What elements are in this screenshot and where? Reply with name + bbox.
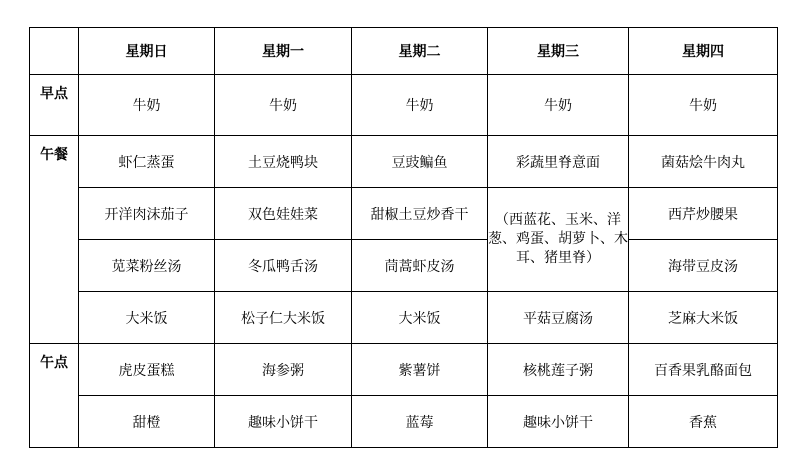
menu-cell: 趣味小饼干 <box>488 396 629 448</box>
snack-row <box>30 344 778 396</box>
weekly-menu-table <box>29 27 778 448</box>
menu-cell: 甜橙 <box>79 396 215 448</box>
menu-cell: 海带豆皮汤 <box>629 240 778 292</box>
lunch-row <box>30 240 778 292</box>
menu-cell: 松子仁大米饭 <box>215 292 352 344</box>
header-row <box>30 28 778 75</box>
menu-cell: 平菇豆腐汤 <box>488 292 629 344</box>
menu-cell: 香蕉 <box>629 396 778 448</box>
menu-cell-ingredients: （西蓝花、玉米、洋葱、鸡蛋、胡萝卜、木耳、猪里脊） <box>488 188 629 292</box>
menu-cell: 菌菇烩牛肉丸 <box>629 136 778 188</box>
snack-row <box>30 396 778 448</box>
menu-cell: 核桃莲子粥 <box>488 344 629 396</box>
menu-cell: 芝麻大米饭 <box>629 292 778 344</box>
day-header-thursday: 星期四 <box>629 28 778 75</box>
menu-cell: 蓝莓 <box>352 396 488 448</box>
menu-cell: 趣味小饼干 <box>215 396 352 448</box>
menu-cell: 彩蔬里脊意面 <box>488 136 629 188</box>
menu-cell: 西芹炒腰果 <box>629 188 778 240</box>
menu-cell: 苋菜粉丝汤 <box>79 240 215 292</box>
lunch-row <box>30 136 778 188</box>
day-header-sunday: 星期日 <box>79 28 215 75</box>
menu-cell: 海参粥 <box>215 344 352 396</box>
menu-cell: 大米饭 <box>352 292 488 344</box>
lunch-row <box>30 188 778 240</box>
day-header-wednesday: 星期三 <box>488 28 629 75</box>
menu-cell: 百香果乳酪面包 <box>629 344 778 396</box>
breakfast-label: 早点 <box>30 75 79 136</box>
menu-cell: 牛奶 <box>488 75 629 136</box>
menu-cell: 冬瓜鸭舌汤 <box>215 240 352 292</box>
menu-cell: 牛奶 <box>629 75 778 136</box>
menu-cell: 豆豉鳊鱼 <box>352 136 488 188</box>
menu-cell: 茼蒿虾皮汤 <box>352 240 488 292</box>
lunch-row <box>30 292 778 344</box>
breakfast-row <box>30 75 778 136</box>
menu-cell: 土豆烧鸭块 <box>215 136 352 188</box>
menu-cell: 紫薯饼 <box>352 344 488 396</box>
menu-cell: 甜椒土豆炒香干 <box>352 188 488 240</box>
menu-cell: 双色娃娃菜 <box>215 188 352 240</box>
menu-cell: 开洋肉沫茄子 <box>79 188 215 240</box>
menu-cell: 大米饭 <box>79 292 215 344</box>
lunch-label: 午餐 <box>30 136 79 344</box>
day-header-tuesday: 星期二 <box>352 28 488 75</box>
menu-cell: 牛奶 <box>352 75 488 136</box>
menu-cell: 牛奶 <box>215 75 352 136</box>
corner-cell <box>30 28 79 75</box>
day-header-monday: 星期一 <box>215 28 352 75</box>
menu-cell: 虎皮蛋糕 <box>79 344 215 396</box>
menu-cell: 虾仁蒸蛋 <box>79 136 215 188</box>
menu-cell: 牛奶 <box>79 75 215 136</box>
snack-label: 午点 <box>30 344 79 448</box>
